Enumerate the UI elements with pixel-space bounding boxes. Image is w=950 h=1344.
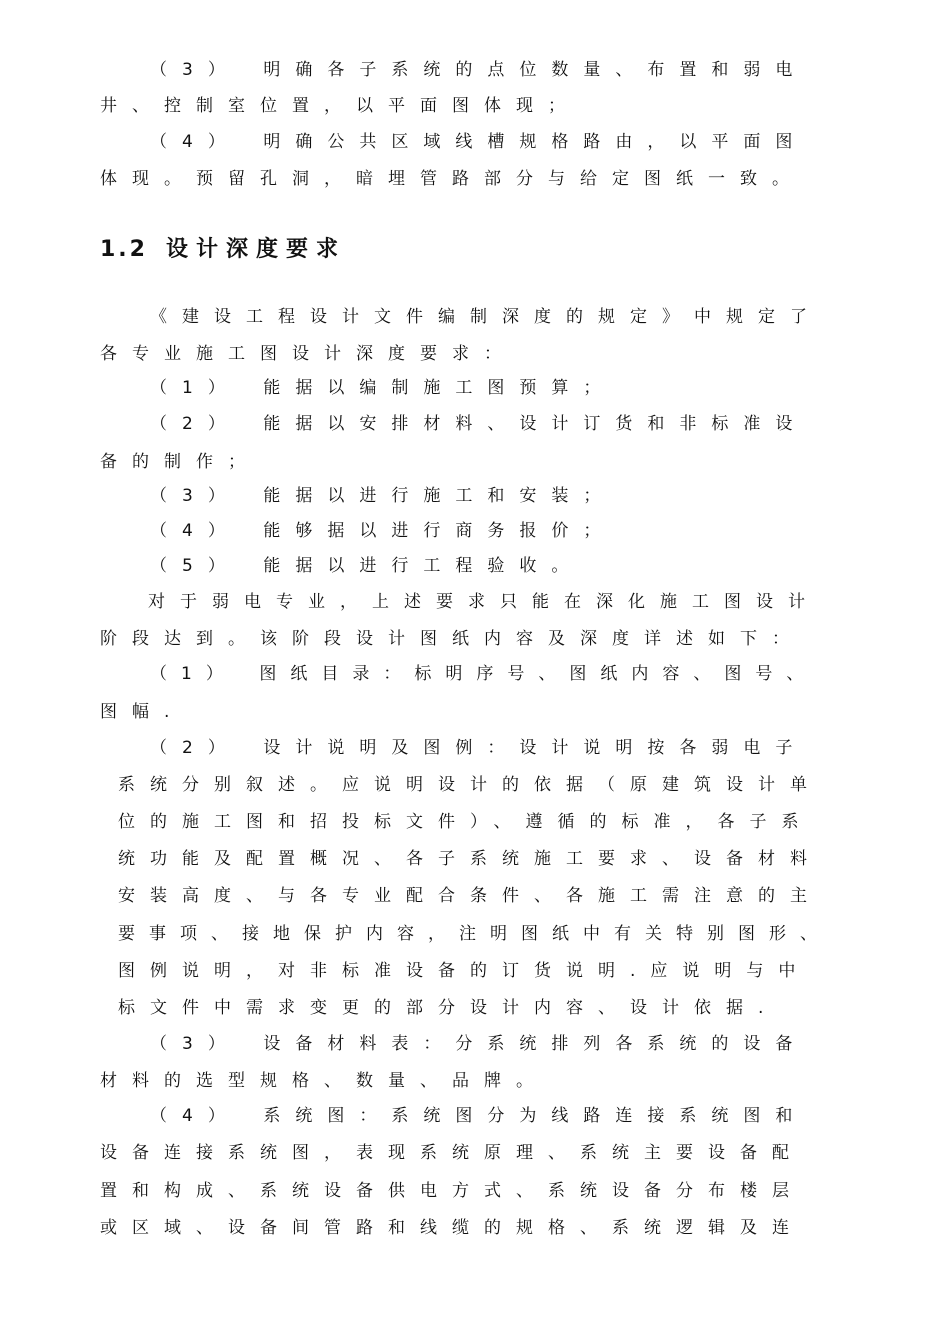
list-item: （2） 能据以安排材料、设计订货和非标准设 (150, 414, 808, 434)
text-line: （4） 明确公共区域线槽规格路由，以平面图 (150, 132, 808, 152)
list-item: （2） 设计说明及图例：设计说明按各弱电子 (150, 738, 808, 758)
list-item: （4） 能够据以进行商务报价； (150, 521, 616, 541)
text-line: 统功能及配置概况、各子系统施工要求、设备材料 (118, 849, 822, 869)
text-line: 井、控制室位置，以平面图体现； (100, 96, 580, 116)
list-item: （4） 系统图：系统图分为线路连接系统图和 (150, 1106, 808, 1126)
list-item: （1） 图纸目录：标明序号、图纸内容、图号、 (150, 664, 818, 684)
text-line: 体现。预留孔洞，暗埋管路部分与给定图纸一致。 (100, 169, 804, 189)
list-item: （3） 设备材料表：分系统排列各系统的设备 (150, 1034, 808, 1054)
text-line: 各专业施工图设计深度要求： (100, 344, 516, 364)
text-line: 或区域、设备间管路和线缆的规格、系统逻辑及连 (100, 1218, 804, 1238)
list-item: （5） 能据以进行工程验收。 (150, 556, 584, 576)
text-line: 系统分别叙述。应说明设计的依据（原建筑设计单 (118, 775, 822, 795)
text-line: （3） 明确各子系统的点位数量、布置和弱电 (150, 60, 808, 80)
text-line: 阶段达到。该阶段设计图纸内容及深度详述如下： (100, 629, 804, 649)
text-line: 材料的选型规格、数量、品牌。 (100, 1071, 548, 1091)
text-line: 位的施工图和招投标文件）、遵循的标准，各子系 (118, 812, 814, 832)
text-line: 备的制作； (100, 452, 260, 472)
list-item: （3） 能据以进行施工和安装； (150, 486, 616, 506)
text-line: 图幅. (100, 702, 185, 722)
text-line: 标文件中需求变更的部分设计内容、设计依据. (118, 998, 779, 1018)
text-line: 对于弱电专业，上述要求只能在深化施工图设计 (148, 592, 820, 612)
list-item: （1） 能据以编制施工图预算； (150, 378, 616, 398)
text-line: 安装高度、与各专业配合条件、各施工需注意的主 (118, 886, 822, 906)
section-title: 设计深度要求 (165, 237, 346, 262)
text-line: 置和构成、系统设备供电方式、系统设备分布楼层 (100, 1181, 804, 1201)
text-line: 设备连接系统图，表现系统原理、系统主要设备配 (100, 1143, 804, 1163)
section-heading (100, 232, 346, 263)
text-line: 《建设工程设计文件编制深度的规定》中规定了 (150, 307, 822, 327)
section-number: 1.2 (100, 237, 148, 262)
text-line: 图例说明，对非标准设备的订货说明.应说明与中 (118, 961, 811, 981)
text-line: 要事项、接地保护内容，注明图纸中有关特别图形、 (118, 924, 831, 944)
